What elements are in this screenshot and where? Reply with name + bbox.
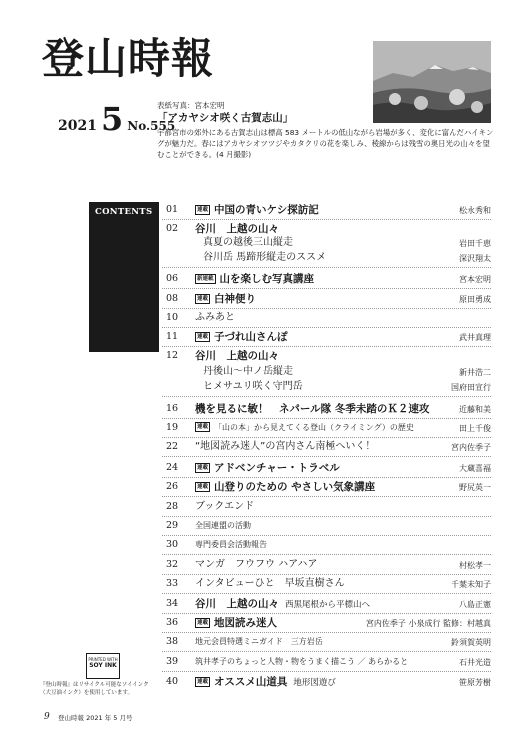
toc-entry[interactable] — [195, 675, 336, 690]
toc-divider — [162, 554, 491, 555]
toc-author: 石井光造 — [459, 658, 491, 667]
toc-entry[interactable] — [195, 222, 279, 236]
toc-entry[interactable] — [195, 330, 288, 344]
toc-entry[interactable] — [203, 251, 326, 265]
issue-month: 5 — [100, 100, 124, 138]
toc-author: 宮本宏明 — [459, 275, 491, 284]
toc-page-number: 02 — [166, 223, 179, 234]
toc-page-number: 32 — [166, 559, 179, 570]
toc-page-number: 06 — [166, 273, 179, 284]
toc-page-number: 36 — [166, 617, 179, 628]
toc-entry[interactable] — [203, 380, 303, 394]
toc-divider — [162, 593, 491, 594]
toc-page-number: 30 — [166, 539, 179, 550]
toc-entry-title: 専門委員会活動報告 — [195, 540, 267, 549]
series-tag: 連載 — [197, 296, 209, 302]
toc-author: 鈴須賀英明 — [451, 638, 491, 647]
series-tag: 連載 — [197, 424, 209, 430]
toc-page-number: 11 — [166, 331, 179, 342]
toc-entry-title: マンガ フウフウ ハアハア — [195, 559, 318, 570]
toc-entry[interactable] — [195, 558, 317, 572]
toc-entry-title: ブックエンド — [195, 501, 255, 512]
toc-author: 武井真理 — [459, 333, 491, 342]
toc-divider — [162, 437, 491, 438]
toc-entry-title: 谷川 上越の山々 — [195, 598, 279, 610]
toc-entry-title: “地図読み迷人”の宮内さん南極へいく！ — [195, 441, 376, 452]
toc-entry[interactable] — [195, 538, 267, 552]
toc-entry[interactable] — [195, 519, 251, 533]
toc-author: 宮内佐季子 — [451, 443, 491, 452]
toc-entry-title: ヒメサユリ咲く守門岳 — [203, 381, 303, 392]
toc-entry[interactable] — [195, 349, 279, 363]
toc-entry[interactable] — [195, 635, 323, 649]
toc-entry-title: ふみあと — [195, 312, 235, 323]
toc-entry-title: 中国の青いケシ探訪記 — [214, 204, 319, 216]
toc-divider — [162, 267, 491, 268]
toc-entry-title: 真夏の越後三山縦走 — [203, 237, 293, 248]
toc-divider — [162, 613, 491, 614]
toc-entry[interactable] — [195, 577, 345, 591]
toc-author: 原田勇成 — [459, 295, 491, 304]
toc-divider — [162, 327, 491, 328]
toc-entry-title: 山を楽しむ写真講座 — [219, 273, 315, 285]
toc-divider — [162, 574, 491, 575]
toc-entry-title: 地元会員特選ミニガイド 三方岩岳 — [195, 637, 323, 646]
toc-divider — [162, 671, 491, 672]
series-tag: 連載 — [197, 334, 209, 340]
toc-entry-title: インタビューひと 早坂直樹さん — [195, 578, 345, 589]
issue-year: 2021 — [58, 118, 97, 134]
toc-divider — [162, 477, 491, 478]
soy-ink-logo — [86, 653, 120, 679]
magazine-title: 登山時報 — [42, 34, 215, 83]
toc-divider — [162, 396, 491, 397]
toc-author: 岩田千恵 — [459, 239, 491, 248]
toc-entry-title: 山登りのための やさしい気象講座 — [214, 481, 376, 493]
cover-photo-image — [373, 41, 491, 123]
toc-entry-title: 「山の本」から見えてくる登山（クライミング）の歴史 — [214, 423, 414, 432]
toc-entry-title: 筑井孝子のちょっと人物・物をうまく描こう ／ あらかると — [195, 657, 409, 666]
toc-author: 宮内佐季子 小泉成行 監修：村越真 — [365, 619, 491, 628]
toc-divider — [162, 456, 491, 457]
toc-entry[interactable] — [195, 500, 254, 514]
toc-page-number: 19 — [166, 422, 179, 433]
toc-page-number: 08 — [166, 293, 179, 304]
toc-divider — [162, 288, 491, 289]
series-tag: 連載 — [197, 679, 209, 685]
toc-author: 国府田宣行 — [451, 383, 491, 392]
toc-author: 田上千俊 — [459, 424, 491, 433]
toc-entry[interactable] — [195, 292, 256, 306]
toc-entry-title: 白神便り — [214, 293, 257, 305]
toc-page-number: 34 — [166, 598, 179, 609]
toc-author: 近藤和美 — [459, 405, 491, 414]
toc-page-number: 24 — [166, 462, 179, 473]
toc-entry-title: アドベンチャー・トラベル — [214, 462, 340, 474]
series-tag: 連載 — [197, 465, 209, 471]
toc-author: 村松孝一 — [459, 561, 491, 570]
toc-entry[interactable] — [195, 272, 314, 286]
page-number: 9 — [44, 712, 50, 722]
series-tag: 連載 — [197, 484, 209, 490]
toc-entry-title: 丹後山〜中ノ岳縦走 — [203, 366, 293, 377]
toc-entry[interactable] — [203, 365, 293, 379]
toc-entry[interactable] — [195, 203, 319, 217]
toc-divider — [162, 535, 491, 536]
toc-entry[interactable] — [195, 461, 340, 475]
toc-author: 松永秀和 — [459, 206, 491, 215]
toc-divider — [162, 496, 491, 497]
toc-page-number: 40 — [166, 676, 179, 687]
cover-photo — [373, 41, 491, 123]
series-tag: 連載 — [197, 620, 209, 626]
toc-divider — [162, 308, 491, 309]
toc-page-number: 29 — [166, 520, 179, 531]
toc-page-number: 12 — [166, 350, 179, 361]
toc-page-number: 28 — [166, 501, 179, 512]
toc-divider — [162, 219, 491, 220]
toc-author: 新井浩二 — [459, 368, 491, 377]
series-tag: 新連載 — [197, 276, 214, 282]
toc-page-number: 39 — [166, 656, 179, 667]
toc-divider — [162, 346, 491, 347]
toc-entry[interactable] — [203, 236, 293, 250]
toc-author: 深沢翔太 — [459, 254, 491, 263]
toc-page-number: 10 — [166, 312, 179, 323]
soy-logo-top: PRINTED WITH — [88, 657, 118, 662]
toc-page-number: 33 — [166, 578, 179, 589]
toc-entry-title: 機を見るに敏！ ネパール隊 冬季未踏のＫ２速攻 — [195, 403, 430, 415]
cover-description: 宇都宮市の郊外にある古賀志山は標高 583 メートルの低山ながら岩場が多く、変化に富んだハイキングが魅力だ。春にはアカヤシオツツジやカタクリの花を楽しみ、稜線からは残雪の奥日光の山々を望むことができる。(4 月撮影) — [157, 128, 494, 159]
toc-entry-title: 谷川 上越の山々 — [195, 350, 279, 362]
toc-page-number: 38 — [166, 636, 179, 647]
toc-entry[interactable] — [195, 616, 277, 630]
toc-page-number: 22 — [166, 441, 179, 452]
cover-title: 「アカヤシオ咲く古賀志山」 — [157, 112, 294, 124]
toc-entry-title: 子づれ山さんぽ — [214, 331, 288, 343]
soy-logo-mark: SOY INK — [89, 662, 117, 669]
toc-entry-title: 谷川 上越の山々 — [195, 223, 279, 235]
toc-entry-title: 全国連盟の活動 — [195, 521, 251, 530]
page-footer: 登山時報 2021 年 5 月号 — [58, 714, 133, 722]
toc-entry-subtitle: 地形図遊び — [293, 678, 336, 688]
toc-author: 千葉未知子 — [451, 580, 491, 589]
toc-author: 八島正憲 — [459, 600, 491, 609]
toc-entry[interactable] — [195, 311, 235, 325]
toc-author: 野尻英一 — [459, 483, 491, 492]
toc-entry-title: 地図読み迷人 — [214, 617, 278, 629]
toc-author: 笹原芳樹 — [459, 678, 491, 687]
toc-divider — [162, 418, 491, 419]
toc-page-number: 01 — [166, 204, 179, 215]
toc-page-number: 16 — [166, 403, 179, 414]
toc-entry-subtitle: 西黒尾根から平標山へ — [285, 600, 371, 610]
series-tag: 連載 — [197, 207, 209, 213]
issue-number: No.555 — [127, 119, 176, 133]
contents-label: CONTENTS — [89, 202, 159, 352]
toc-entry-title: 谷川岳 馬蹄形縦走のススメ — [203, 252, 327, 263]
soy-ink-note: 『登山時報』はリサイクル可能なソイインク（大豆油インク）を使用しています。 — [40, 682, 149, 696]
toc-divider — [162, 651, 491, 652]
toc-author: 大蔵喜福 — [459, 464, 491, 473]
toc-entry-title: オススメ山道具 — [214, 676, 288, 688]
toc-divider — [162, 516, 491, 517]
toc-page-number: 26 — [166, 481, 179, 492]
toc-divider — [162, 632, 491, 633]
cover-credit: 表紙写真：宮本宏明 — [157, 101, 225, 110]
